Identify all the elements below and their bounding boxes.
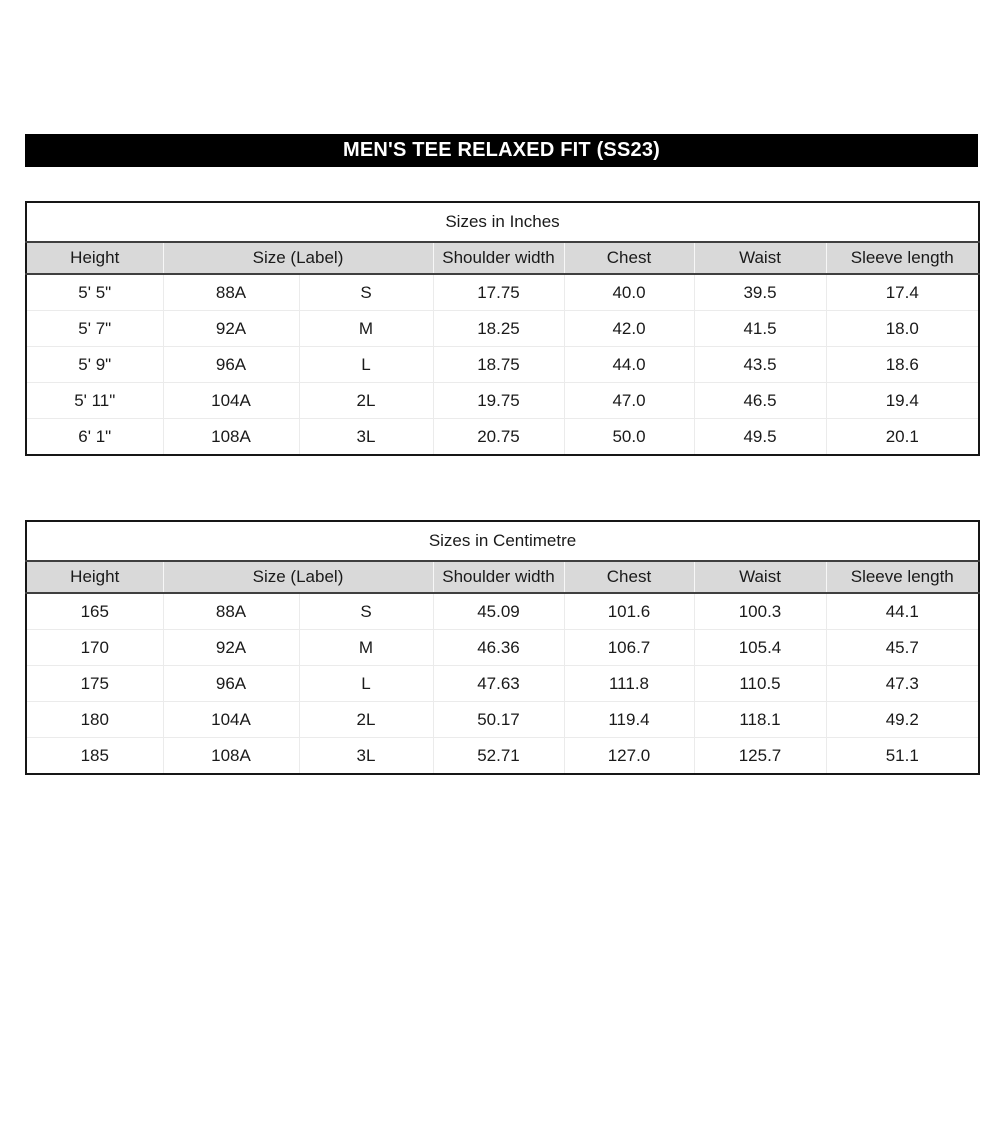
table-row (26, 738, 979, 775)
cell-shoulder-width: 50.17 (433, 702, 564, 738)
cell-shoulder-width: 20.75 (433, 419, 564, 456)
cell-size-code: 96A (163, 666, 299, 702)
table-row (26, 666, 979, 702)
cell-chest: 50.0 (564, 419, 694, 456)
inches-size-table (25, 201, 980, 456)
cell-size-code: 88A (163, 593, 299, 630)
column-header-height: Height (26, 242, 163, 274)
cell-size-code: 104A (163, 702, 299, 738)
cell-waist: 100.3 (694, 593, 826, 630)
cell-size-label: 3L (299, 738, 433, 775)
cell-shoulder-width: 46.36 (433, 630, 564, 666)
cell-waist: 43.5 (694, 347, 826, 383)
cell-height: 170 (26, 630, 163, 666)
cell-height: 6' 1" (26, 419, 163, 456)
cell-size-code: 92A (163, 311, 299, 347)
cell-size-code: 96A (163, 347, 299, 383)
cell-waist: 46.5 (694, 383, 826, 419)
table-row (26, 274, 979, 311)
column-header-chest: Chest (564, 561, 694, 593)
cell-chest: 47.0 (564, 383, 694, 419)
cell-waist: 41.5 (694, 311, 826, 347)
table-header-row (26, 561, 979, 593)
cell-shoulder-width: 17.75 (433, 274, 564, 311)
cell-chest: 111.8 (564, 666, 694, 702)
column-header-size-label: Size (Label) (163, 561, 433, 593)
table-title: Sizes in Inches (26, 202, 979, 242)
cell-size-label: S (299, 593, 433, 630)
cell-shoulder-width: 19.75 (433, 383, 564, 419)
cell-sleeve-length: 18.0 (826, 311, 979, 347)
cell-waist: 125.7 (694, 738, 826, 775)
cell-height: 180 (26, 702, 163, 738)
cell-shoulder-width: 18.25 (433, 311, 564, 347)
cell-size-code: 108A (163, 419, 299, 456)
cell-chest: 127.0 (564, 738, 694, 775)
cell-size-label: S (299, 274, 433, 311)
column-header-sleeve-length: Sleeve length (826, 561, 979, 593)
cell-chest: 119.4 (564, 702, 694, 738)
cell-size-label: M (299, 630, 433, 666)
cell-height: 5' 9" (26, 347, 163, 383)
size-chart-page (0, 134, 1000, 775)
cell-sleeve-length: 18.6 (826, 347, 979, 383)
cell-waist: 49.5 (694, 419, 826, 456)
cell-chest: 106.7 (564, 630, 694, 666)
cell-height: 5' 7" (26, 311, 163, 347)
table-title: Sizes in Centimetre (26, 521, 979, 561)
column-header-waist: Waist (694, 561, 826, 593)
cell-waist: 118.1 (694, 702, 826, 738)
cell-shoulder-width: 18.75 (433, 347, 564, 383)
cell-height: 165 (26, 593, 163, 630)
table-row (26, 630, 979, 666)
cell-shoulder-width: 47.63 (433, 666, 564, 702)
cell-size-code: 108A (163, 738, 299, 775)
cell-size-code: 104A (163, 383, 299, 419)
cell-height: 175 (26, 666, 163, 702)
column-header-shoulder-width: Shoulder width (433, 561, 564, 593)
cell-shoulder-width: 52.71 (433, 738, 564, 775)
cell-size-label: L (299, 666, 433, 702)
cell-sleeve-length: 17.4 (826, 274, 979, 311)
cell-sleeve-length: 45.7 (826, 630, 979, 666)
table-row (26, 383, 979, 419)
cell-chest: 40.0 (564, 274, 694, 311)
table-title-row (26, 521, 979, 561)
table-header-row (26, 242, 979, 274)
column-header-waist: Waist (694, 242, 826, 274)
cell-size-code: 92A (163, 630, 299, 666)
table-row (26, 347, 979, 383)
cell-chest: 101.6 (564, 593, 694, 630)
table-title-row (26, 202, 979, 242)
cell-sleeve-length: 49.2 (826, 702, 979, 738)
cell-height: 5' 11" (26, 383, 163, 419)
cell-waist: 110.5 (694, 666, 826, 702)
cell-size-label: L (299, 347, 433, 383)
cell-chest: 42.0 (564, 311, 694, 347)
table-row (26, 419, 979, 456)
cell-sleeve-length: 19.4 (826, 383, 979, 419)
column-header-chest: Chest (564, 242, 694, 274)
cell-shoulder-width: 45.09 (433, 593, 564, 630)
cell-height: 5' 5" (26, 274, 163, 311)
cell-height: 185 (26, 738, 163, 775)
column-header-sleeve-length: Sleeve length (826, 242, 979, 274)
cell-size-label: 2L (299, 702, 433, 738)
column-header-shoulder-width: Shoulder width (433, 242, 564, 274)
column-header-size-label: Size (Label) (163, 242, 433, 274)
cell-sleeve-length: 51.1 (826, 738, 979, 775)
cell-size-label: 3L (299, 419, 433, 456)
cell-sleeve-length: 47.3 (826, 666, 979, 702)
cell-waist: 105.4 (694, 630, 826, 666)
cell-sleeve-length: 20.1 (826, 419, 979, 456)
column-header-height: Height (26, 561, 163, 593)
centimetre-size-table (25, 520, 980, 775)
table-row (26, 702, 979, 738)
cell-waist: 39.5 (694, 274, 826, 311)
cell-size-label: 2L (299, 383, 433, 419)
product-title-banner (25, 134, 978, 167)
product-title: MEN'S TEE RELAXED FIT (SS23) (342, 139, 661, 161)
cell-size-label: M (299, 311, 433, 347)
cell-sleeve-length: 44.1 (826, 593, 979, 630)
cell-chest: 44.0 (564, 347, 694, 383)
cell-size-code: 88A (163, 274, 299, 311)
table-row (26, 593, 979, 630)
table-row (26, 311, 979, 347)
